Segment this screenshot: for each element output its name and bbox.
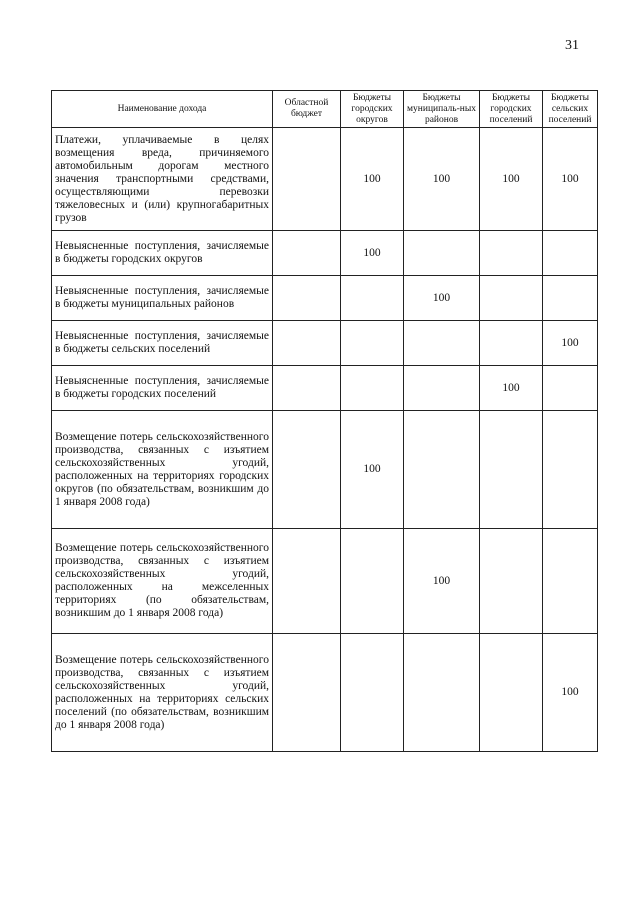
rural-settlement-cell: 100 xyxy=(543,128,598,231)
header-regional-budget: Областной бюджет xyxy=(273,91,341,128)
header-rural-settlement-budgets: Бюджеты сельских поселений xyxy=(543,91,598,128)
urban-settlement-cell xyxy=(480,231,543,276)
regional-budget-cell xyxy=(273,634,341,752)
rural-settlement-cell: 100 xyxy=(543,321,598,366)
regional-budget-cell xyxy=(273,231,341,276)
city-district-cell xyxy=(341,321,404,366)
municipal-district-cell xyxy=(404,321,480,366)
city-district-cell: 100 xyxy=(341,231,404,276)
header-municipal-district-budgets: Бюджеты муниципаль-ных районов xyxy=(404,91,480,128)
regional-budget-cell xyxy=(273,411,341,529)
revenue-name-cell: Возмещение потерь сельскохозяйственного производства, связанных с изъятием сельскохозяйственных угодий, расположенных на территориях сельских поселений (по обязательствам, возникшим до 1 января 2008 года) xyxy=(52,634,273,752)
revenue-name-cell: Невыясненные поступления, зачисляемые в бюджеты муниципальных районов xyxy=(52,276,273,321)
urban-settlement-cell: 100 xyxy=(480,128,543,231)
table-row xyxy=(52,411,598,529)
urban-settlement-cell xyxy=(480,529,543,634)
header-revenue-name: Наименование дохода xyxy=(52,91,273,128)
page-number: 31 xyxy=(565,38,579,53)
rural-settlement-cell xyxy=(543,411,598,529)
rural-settlement-cell xyxy=(543,231,598,276)
urban-settlement-cell xyxy=(480,276,543,321)
city-district-cell xyxy=(341,634,404,752)
table-row xyxy=(52,321,598,366)
rural-settlement-cell xyxy=(543,529,598,634)
revenue-name-cell: Невыясненные поступления, зачисляемые в бюджеты городских округов xyxy=(52,231,273,276)
municipal-district-cell xyxy=(404,366,480,411)
municipal-district-cell: 100 xyxy=(404,276,480,321)
revenue-name-cell: Возмещение потерь сельскохозяйственного производства, связанных с изъятием сельскохозяйственных угодий, расположенных на межселенных территориях (по обязательствам, возникшим до 1 января 2008 года) xyxy=(52,529,273,634)
municipal-district-cell xyxy=(404,634,480,752)
municipal-district-cell xyxy=(404,411,480,529)
municipal-district-cell xyxy=(404,231,480,276)
rural-settlement-cell xyxy=(543,276,598,321)
revenue-name-cell: Возмещение потерь сельскохозяйственного производства, связанных с изъятием сельскохозяйственных угодий, расположенных на территориях городских округов (по обязательствам, возникшим до 1 января 2008 года) xyxy=(52,411,273,529)
regional-budget-cell xyxy=(273,128,341,231)
table-row xyxy=(52,366,598,411)
revenue-name-cell: Невыясненные поступления, зачисляемые в бюджеты городских поселений xyxy=(52,366,273,411)
header-city-district-budgets: Бюджеты городских округов xyxy=(341,91,404,128)
municipal-district-cell: 100 xyxy=(404,128,480,231)
regional-budget-cell xyxy=(273,366,341,411)
city-district-cell xyxy=(341,366,404,411)
table-row xyxy=(52,231,598,276)
urban-settlement-cell xyxy=(480,411,543,529)
regional-budget-cell xyxy=(273,276,341,321)
city-district-cell: 100 xyxy=(341,411,404,529)
rural-settlement-cell: 100 xyxy=(543,634,598,752)
table-header-row xyxy=(52,91,598,128)
municipal-district-cell: 100 xyxy=(404,529,480,634)
table-row xyxy=(52,276,598,321)
regional-budget-cell xyxy=(273,529,341,634)
header-urban-settlement-budgets: Бюджеты городских поселений xyxy=(480,91,543,128)
revenue-distribution-table xyxy=(51,90,598,752)
urban-settlement-cell xyxy=(480,321,543,366)
table-row xyxy=(52,128,598,231)
revenue-name-cell: Платежи, уплачиваемые в целях возмещения вреда, причиняемого автомобильным дорогам местного значения транспортными средствами, осуществляющими перевозки тяжеловесных и (или) крупногабаритных грузов xyxy=(52,128,273,231)
table-row xyxy=(52,634,598,752)
city-district-cell xyxy=(341,276,404,321)
revenue-name-cell: Невыясненные поступления, зачисляемые в бюджеты сельских поселений xyxy=(52,321,273,366)
urban-settlement-cell xyxy=(480,634,543,752)
city-district-cell xyxy=(341,529,404,634)
regional-budget-cell xyxy=(273,321,341,366)
city-district-cell: 100 xyxy=(341,128,404,231)
urban-settlement-cell: 100 xyxy=(480,366,543,411)
table-row xyxy=(52,529,598,634)
rural-settlement-cell xyxy=(543,366,598,411)
